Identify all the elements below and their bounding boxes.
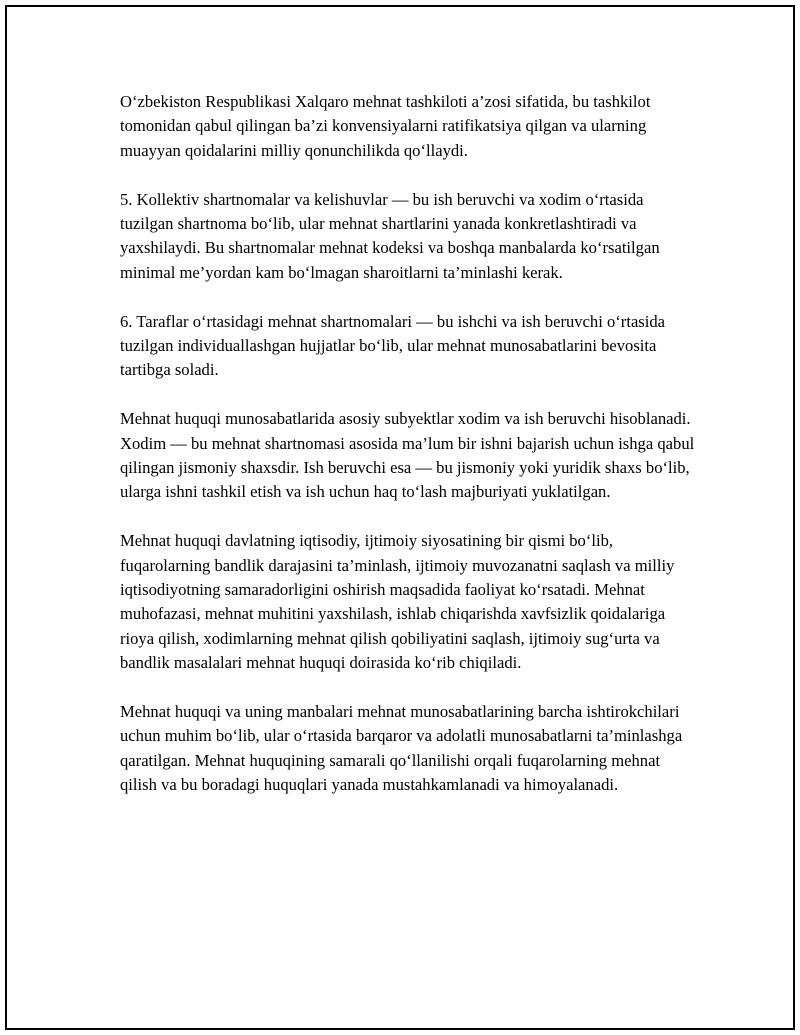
paragraph-item-5: 5. Kollektiv shartnomalar va kelishuvlar — bu ish beruvchi va xodim o‘rtasida tuzilgan shartnoma bo‘lib, ular mehnat shartlarini yanada konkretlashtiradi va yaxshilaydi. Bu shartnomalar mehnat kodeksi va boshqa manbalarda ko‘rsatilgan minimal me’yordan kam bo‘lmagan sharoitlarni ta’minlashi kerak. — [120, 189, 660, 282]
document-body — [120, 90, 696, 822]
document-page — [5, 5, 795, 1030]
paragraph-conclusion: Mehnat huquqi va uning manbalari mehnat munosabatlarining barcha ishtirokchilari uchun muhim bo‘lib, ular o‘rtasida barqaror va adolatli munosabatlarni ta’minlashga qaratilgan. Mehnat huquqining samarali qo‘llanilishi orqali fuqarolarning mehnat qilish va bu boradagi huquqlari yanada mustahkamlanadi va himoyalanadi. — [120, 702, 683, 795]
paragraph-subjects: Mehnat huquqi munosabatlarida asosiy subyektlar xodim va ish beruvchi hisoblanadi. Xodim — bu mehnat shartnomasi asosida ma’lum bir ishni bajarish uchun ishga qabul qilingan jismoniy shaxsdir. Ish beruvchi esa — bu jismoniy yoki yuridik shaxs bo‘lib, ularga ishni tashkil etish va ish uchun haq to‘lash majburiyati yuklatilgan. — [120, 409, 695, 502]
paragraph-policy: Mehnat huquqi davlatning iqtisodiy, ijtimoiy siyosatining bir qismi bo‘lib, fuqarolarning bandlik darajasini ta’minlash, ijtimoiy muvozanatni saqlash va milliy iqtisodiyotning samaradorligini oshirish maqsadida faoliyat ko‘rsatadi. Mehnat muhofazasi, mehnat muhitini yaxshilash, ishlab chiqarishda xavfsizlik qoidalariga rioya qilish, xodimlarning mehnat qilish qobiliyatini saqlash, ijtimoiy sug‘urta va bandlik masalalari mehnat huquqi doirasida ko‘rib chiqiladi. — [120, 531, 675, 673]
paragraph-item-6: 6. Taraflar o‘rtasidagi mehnat shartnomalari — bu ishchi va ish beruvchi o‘rtasida tuzilgan individuallashgan hujjatlar bo‘lib, ular mehnat munosabatlarini bevosita tartibga soladi. — [120, 311, 666, 380]
paragraph-intro: O‘zbekiston Respublikasi Xalqaro mehnat tashkiloti a’zosi sifatida, bu tashkilot tomonidan qabul qilingan ba’zi konvensiyalarni ratifikatsiya qilgan va ularning muayyan qoidalarini milliy qonunchilikda qo‘llaydi. — [120, 92, 651, 160]
